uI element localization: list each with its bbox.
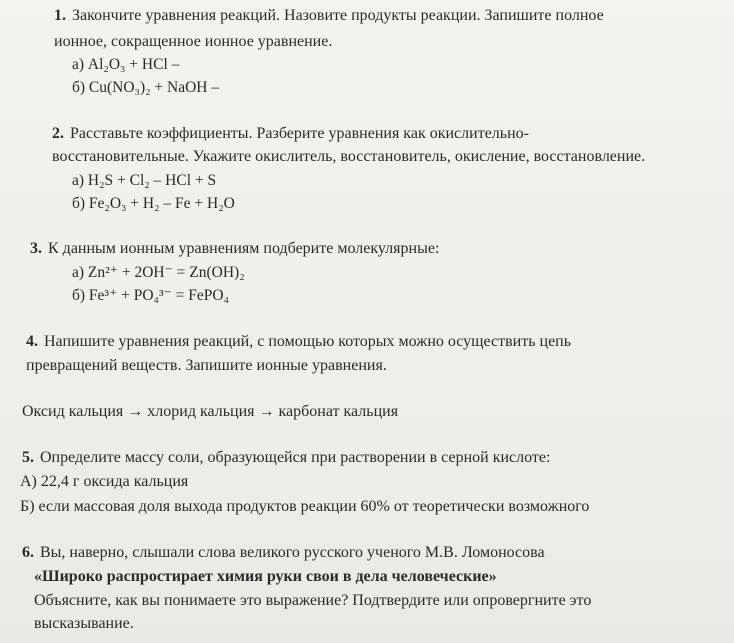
task-4-number: 4.	[26, 333, 38, 350]
task-3-number: 3.	[30, 240, 42, 257]
task-4-chain: Оксид кальция → хлорид кальция → карбонат кальция	[22, 403, 399, 420]
task-2-text-1: Расставьте коэффициенты. Разберите уравнения как окислительно-	[70, 125, 529, 142]
task-3-item-b: б) Fe³⁺ + PO₄³⁻ = FePO₄	[72, 287, 229, 304]
task-2-item-a: а) H₂S + Cl₂ – HCl + S	[72, 172, 217, 189]
task-5-text-1: Определите массу соли, образующейся при растворении в серной кислоте:	[40, 449, 551, 466]
task-1-line-1	[54, 6, 604, 26]
task-6-line-4: высказывание.	[34, 615, 134, 632]
task-4-text-1: Напишите уравнения реакций, с помощью которых можно осуществить цепь	[44, 333, 572, 350]
task-3-text-1: К данным ионным уравнениям подберите молекулярные:	[48, 240, 440, 257]
task-1-text-1: Закончите уравнения реакций. Назовите продукты реакции. Запишите полное	[72, 7, 604, 24]
task-6-line-1	[22, 543, 545, 563]
task-6-number: 6.	[22, 544, 34, 561]
task-2-line-1	[52, 124, 529, 144]
task-5-line-1	[22, 448, 550, 468]
task-6-line-3: Объясните, как вы понимаете это выражение? Подтвердите или опровергните это	[34, 592, 592, 609]
task-2-item-b: б) Fe₂O₃ + H₂ – Fe + H₂O	[72, 195, 235, 212]
task-2-number: 2.	[52, 125, 64, 142]
task-4-line-1	[26, 332, 571, 352]
task-5-number: 5.	[22, 449, 34, 466]
task-5-item-a: А) 22,4 г оксида кальция	[20, 473, 189, 490]
task-2-line-2: восстановительные. Укажите окислитель, восстановитель, окисление, восстановление.	[52, 148, 646, 165]
task-6-text-1: Вы, наверно, слышали слова великого русского ученого М.В. Ломоносова	[40, 544, 545, 561]
task-1-line-2: ионное, сокращенное ионное уравнение.	[54, 33, 333, 50]
task-6-quote: «Широко распростирает химия руки свои в дела человеческие»	[34, 568, 497, 585]
task-1-item-b: б) Cu(NO₃)₂ + NaOH –	[72, 79, 220, 96]
task-1-item-a: а) Al₂O₃ + HCl –	[72, 56, 180, 73]
task-5-item-b: Б) если массовая доля выхода продуктов реакции 60% от теоретически возможного	[20, 498, 590, 515]
task-3-item-a: а) Zn²⁺ + 2OH⁻ = Zn(OH)₂	[72, 264, 245, 281]
task-1-number: 1.	[54, 7, 66, 24]
task-4-line-2: превращений веществ. Запишите ионные уравнения.	[26, 357, 387, 374]
task-3-line-1	[30, 239, 439, 259]
